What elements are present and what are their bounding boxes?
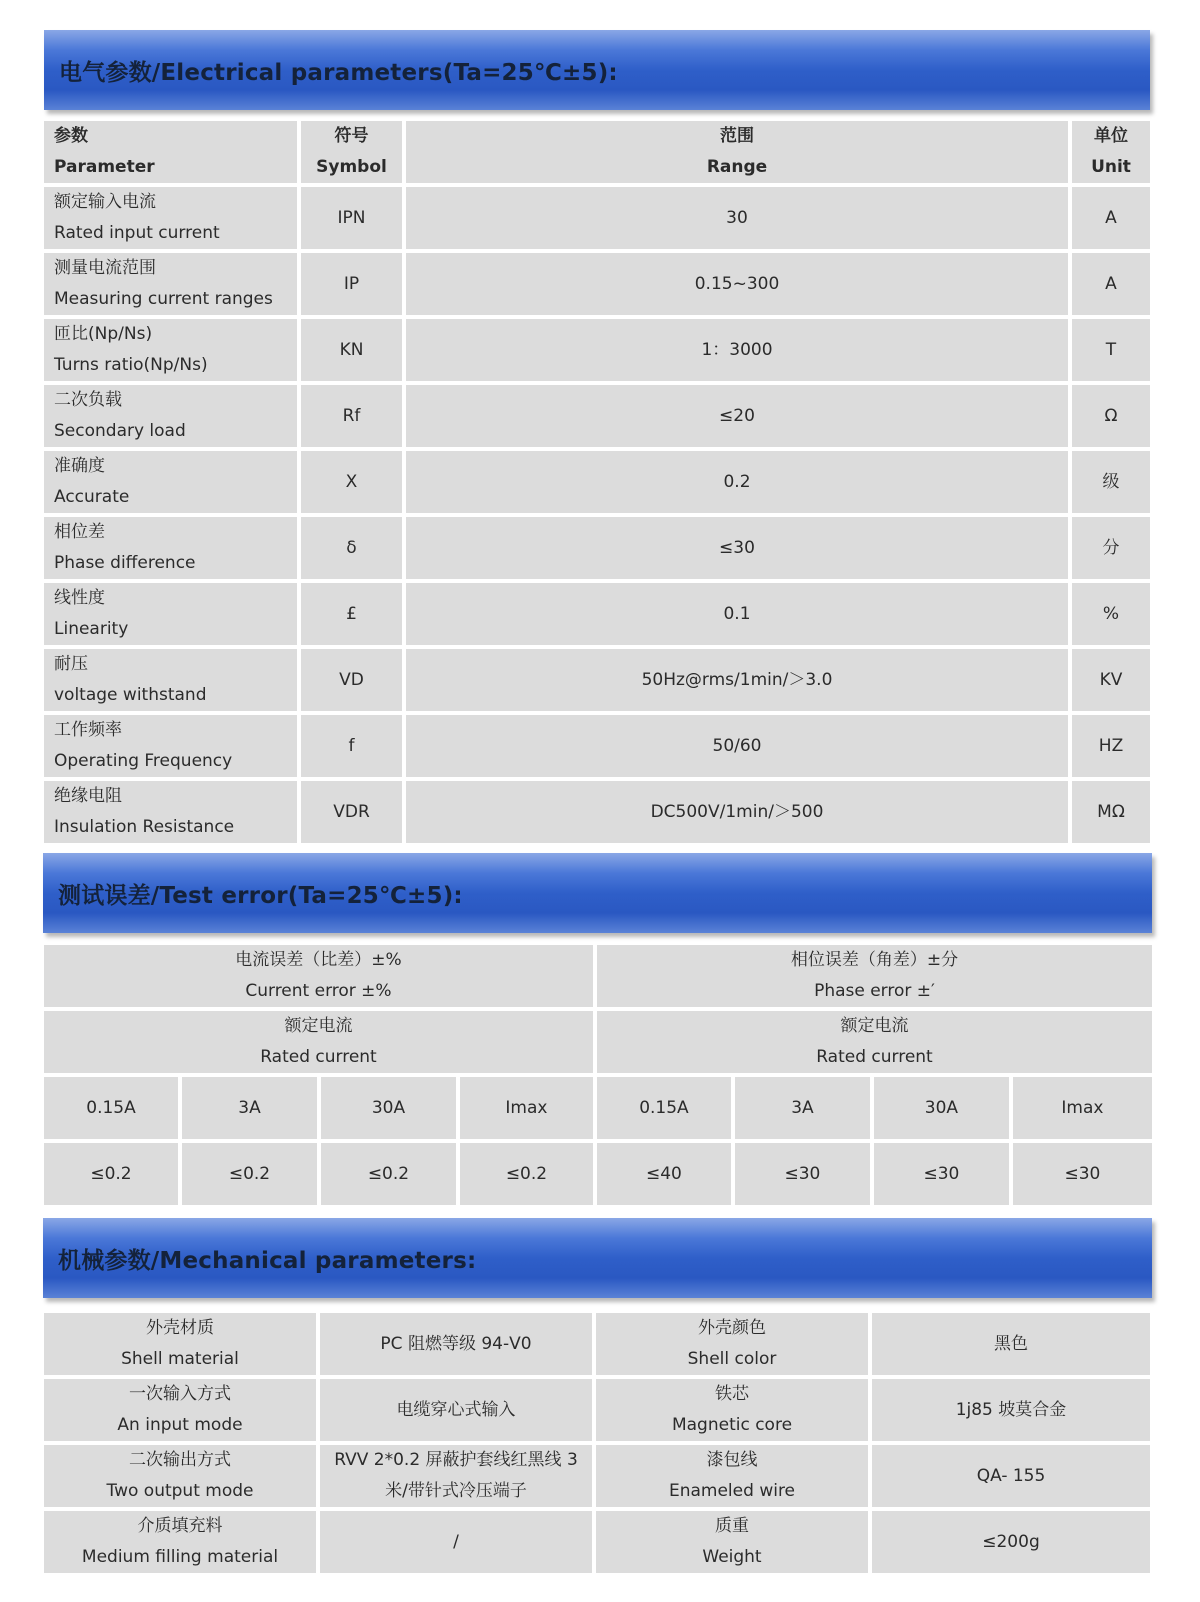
parameter-name-en: Insulation Resistance [54,817,235,837]
property-name-en: Two output mode [106,1481,254,1501]
property-name-zh: 质重 [715,1516,749,1536]
parameter-cell [44,781,297,843]
property-label-cell [44,1445,316,1507]
property-name-en: Weight [702,1547,762,1567]
unit-cell: Ω [1072,385,1150,447]
table-row [44,583,1150,645]
current-column-label: Imax [460,1077,593,1139]
property-name-zh: 漆包线 [706,1450,758,1470]
property-value-cell [320,1511,592,1573]
property-value-line: RVV 2*0.2 屏蔽护套线红黑线 3 [334,1450,578,1470]
property-name-zh: 介质填充料 [137,1516,223,1536]
range-cell: 0.1 [406,583,1068,645]
parameter-cell [44,517,297,579]
parameter-name-zh: 额定输入电流 [54,192,156,212]
current-column-label: Imax [1013,1077,1152,1139]
parameter-name-zh: 绝缘电阻 [54,786,122,806]
property-value-cell [320,1379,592,1441]
rated-current-row [44,1011,1152,1073]
table-row [44,517,1150,579]
property-value-line: / [453,1531,459,1552]
table-row [44,649,1150,711]
property-name-en: Enameled wire [668,1481,796,1501]
parameter-name-en: Rated input current [54,223,220,243]
parameter-name-en: Linearity [54,619,129,639]
error-group-row [44,945,1152,1007]
property-name-zh: 一次输入方式 [129,1384,231,1404]
unit-cell: T [1072,319,1150,381]
property-label-cell [596,1313,868,1375]
symbol-cell: VD [301,649,402,711]
unit-cell: A [1072,253,1150,315]
current-column-label: 0.15A [44,1077,178,1139]
parameter-cell [44,319,297,381]
error-value-cell: ≤0.2 [460,1143,593,1205]
header-parameter: 参数 Parameter [44,121,297,183]
property-value-cell [320,1445,592,1507]
parameter-name-zh: 耐压 [54,654,88,674]
symbol-cell: VDR [301,781,402,843]
error-value-cell: ≤0.2 [321,1143,456,1205]
current-column-label: 0.15A [597,1077,731,1139]
symbol-cell: X [301,451,402,513]
table-row [44,451,1150,513]
parameter-name-en: Measuring current ranges [54,289,273,309]
property-name-zh: 外壳材质 [146,1318,214,1338]
table-row [44,319,1150,381]
property-name-en: Medium filling material [81,1547,279,1567]
property-label-cell [44,1511,316,1573]
parameter-name-en: Secondary load [54,421,186,441]
parameter-name-en: Phase difference [54,553,196,573]
unit-cell: 分 [1072,517,1150,579]
header-range: 范围 Range [406,121,1068,183]
property-value-cell: QA- 155 [872,1445,1150,1507]
table-row [44,1445,1150,1507]
section-title-mechanical: 机械参数/Mechanical parameters: [58,1247,477,1274]
current-column-label: 3A [182,1077,317,1139]
current-column-label: 30A [321,1077,456,1139]
parameter-cell [44,385,297,447]
symbol-cell: £ [301,583,402,645]
unit-cell: KV [1072,649,1150,711]
parameter-cell [44,715,297,777]
unit-cell: MΩ [1072,781,1150,843]
electrical-parameters-table [40,117,1154,847]
current-error-header: 电流误差（比差）±% Current error ±% [44,945,593,1007]
property-name-zh: 铁芯 [715,1384,749,1404]
electrical-table-body [44,187,1150,843]
property-value-line: 电缆穿心式输入 [396,1399,516,1420]
mechanical-table-body [44,1313,1150,1573]
test-error-table [40,941,1156,1209]
property-label-cell [596,1511,868,1573]
table-row [44,1313,1150,1375]
unit-cell: % [1072,583,1150,645]
table-row [44,1511,1150,1573]
table-row [44,253,1150,315]
current-column-label: 30A [874,1077,1009,1139]
parameter-name-en: voltage withstand [54,685,207,705]
table-row [44,385,1150,447]
unit-cell: HZ [1072,715,1150,777]
rated-current-label: 额定电流 Rated current [44,1011,593,1073]
symbol-cell: KN [301,319,402,381]
unit-cell: A [1072,187,1150,249]
error-value-cell: ≤30 [1013,1143,1152,1205]
parameter-cell [44,187,297,249]
range-cell: ≤30 [406,517,1068,579]
symbol-cell: IPN [301,187,402,249]
section-header-mechanical [43,1218,1152,1298]
error-value-cell: ≤0.2 [182,1143,317,1205]
section-title-electrical: 电气参数/Electrical parameters(Ta=25℃±5): [59,59,618,86]
symbol-cell: Rf [301,385,402,447]
parameter-name-zh: 准确度 [54,456,105,476]
property-name-en: Magnetic core [671,1415,793,1435]
range-cell: 0.2 [406,451,1068,513]
range-cell: 30 [406,187,1068,249]
section-title-test-error: 测试误差/Test error(Ta=25℃±5): [58,882,463,909]
phase-error-header: 相位误差（角差）±分 Phase error ±′ [597,945,1152,1007]
range-cell: ≤20 [406,385,1068,447]
property-name-zh: 二次输出方式 [129,1450,231,1470]
error-value-cell: ≤40 [597,1143,731,1205]
property-label-cell [44,1313,316,1375]
unit-cell: 级 [1072,451,1150,513]
property-value-line: PC 阻燃等级 94-V0 [380,1333,532,1354]
rated-current-label: 额定电流 Rated current [597,1011,1152,1073]
symbol-cell: δ [301,517,402,579]
section-header-electrical [44,30,1150,110]
mechanical-parameters-table [40,1309,1154,1577]
header-symbol: 符号 Symbol [301,121,402,183]
range-cell: 50Hz@rms/1min/＞3.0 [406,649,1068,711]
error-value-cell: ≤30 [735,1143,870,1205]
parameter-name-en: Operating Frequency [54,751,233,771]
table-row [44,715,1150,777]
property-value-line: 米/带针式冷压端子 [385,1481,527,1501]
parameter-name-zh: 匝比(Np/Ns) [54,324,153,344]
property-value-cell: ≤200g [872,1511,1150,1573]
current-column-label: 3A [735,1077,870,1139]
parameter-name-en: Accurate [54,487,130,507]
property-name-zh: 外壳颜色 [698,1318,766,1338]
range-cell: 1：3000 [406,319,1068,381]
symbol-cell: f [301,715,402,777]
parameter-name-zh: 线性度 [54,588,105,608]
table-header-row [44,121,1150,183]
range-cell: 50/60 [406,715,1068,777]
error-value-cell: ≤0.2 [44,1143,178,1205]
section-header-test-error [43,853,1152,933]
table-row [44,1379,1150,1441]
parameter-name-zh: 二次负载 [54,390,122,410]
symbol-cell: IP [301,253,402,315]
range-cell: 0.15~300 [406,253,1068,315]
table-row [44,781,1150,843]
property-name-en: Shell color [687,1349,777,1369]
property-value-cell [320,1313,592,1375]
parameter-name-zh: 工作频率 [54,720,122,740]
error-value-cell: ≤30 [874,1143,1009,1205]
property-value-cell: 1j85 坡莫合金 [872,1379,1150,1441]
parameter-name-en: Turns ratio(Np/Ns) [54,355,208,375]
property-value-cell: 黑色 [872,1313,1150,1375]
range-cell: DC500V/1min/＞500 [406,781,1068,843]
error-value-row [44,1143,1152,1205]
parameter-cell [44,649,297,711]
parameter-name-zh: 相位差 [54,522,105,542]
current-column-row [44,1077,1152,1139]
property-name-en: Shell material [121,1349,239,1369]
table-row [44,187,1150,249]
property-label-cell [596,1445,868,1507]
property-name-en: An input mode [117,1415,243,1435]
parameter-cell [44,451,297,513]
property-label-cell [44,1379,316,1441]
property-label-cell [596,1379,868,1441]
parameter-name-zh: 测量电流范围 [54,258,156,278]
parameter-cell [44,583,297,645]
header-unit: 单位 Unit [1072,121,1150,183]
parameter-cell [44,253,297,315]
